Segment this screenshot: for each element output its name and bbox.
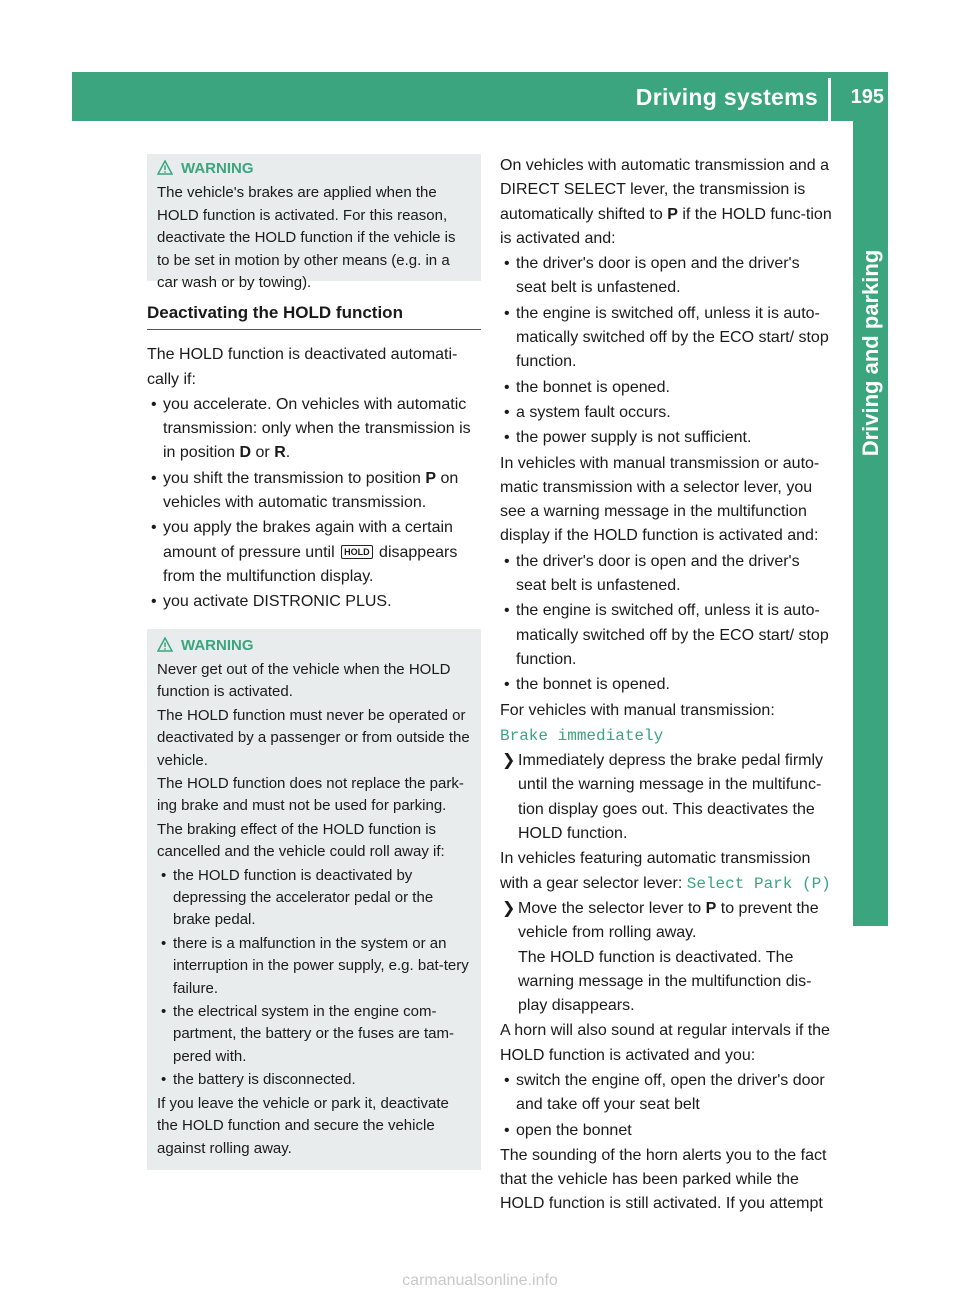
paragraph: The sounding of the horn alerts you to the fact that the vehicle has been parked while the HOLD function is still activated. If you attempt [500,1146,827,1213]
list-item: • the electrical system in the engine com-partment, the battery or the fuses are tam-pered with. [157,1001,471,1068]
condition-list [500,252,834,450]
display-message: Select Park (P) [686,874,831,893]
list-item: • the bonnet is opened. [500,673,834,697]
hold-icon: HOLD [341,545,373,559]
paragraph: In vehicles with manual transmission or auto-matic transmission with a selector lever, you see a warning message in the multifunction display if the HOLD function is activated and: [500,454,820,545]
list-item: • there is a malfunction in the system or an interruption in the power supply, e.g. bat-tery failure. [157,933,471,1000]
condition-list [500,1069,834,1143]
list-item: • you activate DISTRONIC PLUS. [147,590,481,614]
warning-text: Never get out of the vehicle when the HOLD function is activated. [157,660,451,701]
list-item: • the engine is switched off, unless it is auto-matically switched off by the ECO start/ stop function. [500,302,834,375]
chapter-title: Driving systems [635,84,818,110]
warning-text: The HOLD function must never be operated or deactivated by a passenger or from outside the vehicle. [157,706,470,769]
action-arrow-icon: ❯ [502,752,516,770]
list-item: • switch the engine off, open the driver's door and take off your seat belt [500,1069,834,1118]
warning-heading-text: WARNING [181,636,254,654]
paragraph: On vehicles with automatic transmission and a DIRECT SELECT lever, the transmission is automatically shifted to P if the HOLD func-tion is activated and: [500,157,832,247]
warning-heading [157,635,471,657]
warning-box [147,629,481,1170]
warning-text: The vehicle's brakes are applied when the HOLD function is activated. For this reason, deactivate the HOLD function if the vehicle is to be set in motion by other means (e.g. in a car wash or by towing). [157,184,456,292]
left-column [147,154,481,1170]
watermark: carmanualsonline.info [402,1272,558,1289]
list-item: • the battery is disconnected. [157,1069,471,1091]
action-arrow-icon: ❯ [502,899,516,917]
warning-box [147,154,481,292]
warning-heading-text: WARNING [181,160,254,177]
section-intro: The HOLD function is deactivated automati-cally if: [147,346,458,388]
right-column [500,154,834,1218]
header-divider [828,78,831,121]
page-number: 195 [850,86,884,108]
action-list [500,749,834,846]
paragraph: In vehicles featuring automatic transmission with a gear selector lever: Select Park (P) [500,850,831,893]
header-bar [72,72,888,121]
condition-list [500,550,834,698]
list-item: • the driver's door is open and the driver's seat belt is unfastened. [500,252,834,301]
warning-text: If you leave the vehicle or park it, deactivate the HOLD function and secure the vehicle against rolling away. [157,1094,449,1157]
side-tab-square [853,891,888,926]
action-item: ❯ Move the selector lever to P to prevent the vehicle from rolling away. The HOLD function is deactivated. The warning message in the multifunction dis-play disappears. [500,897,834,1018]
action-result: The HOLD function is deactivated. The warning message in the multifunction dis-play disappears. [518,948,812,1015]
list-item: • the engine is switched off, unless it is auto-matically switched off by the ECO start/ stop function. [500,599,834,672]
action-list [500,897,834,1018]
deactivation-list [147,393,481,615]
list-item: • the driver's door is open and the driver's seat belt is unfastened. [500,550,834,599]
warning-heading [157,158,471,180]
warning-text: The HOLD function does not replace the park-ing brake and must not be used for parking. [157,775,464,815]
side-tab-strip [853,121,888,891]
paragraph: A horn will also sound at regular intervals if the HOLD function is activated and you: [500,1022,830,1064]
list-item: • the power supply is not sufficient. [500,426,834,450]
warning-triangle-icon [157,635,173,657]
side-tab-label [853,238,888,468]
paragraph: For vehicles with manual transmission: [500,701,775,719]
list-item: • the HOLD function is deactivated by depressing the accelerator pedal or the brake pedal. [157,865,471,932]
display-message: Brake immediately [500,726,664,745]
action-item: ❯ Immediately depress the brake pedal firmly until the warning message in the multifunc-tion display goes out. This deactivates the HOLD function. [500,749,834,846]
warning-triangle-icon [157,158,173,180]
section-title: Deactivating the HOLD function [147,301,481,330]
list-item: • you accelerate. On vehicles with automatic transmission: only when the transmission is in position D or R. [147,393,481,466]
list-item: • open the bonnet [500,1119,834,1143]
list-item: • the bonnet is opened. [500,376,834,400]
warning-text: The braking effect of the HOLD function is cancelled and the vehicle could roll away if: [157,820,445,861]
list-item: • you apply the brakes again with a certain amount of pressure until HOLD disappears from the multifunction display. [147,516,481,589]
list-item: • a system fault occurs. [500,401,834,425]
list-item: • you shift the transmission to position P on vehicles with automatic transmission. [147,467,481,516]
warning-list [157,865,471,1092]
side-tab-text: Driving and parking [857,249,883,457]
